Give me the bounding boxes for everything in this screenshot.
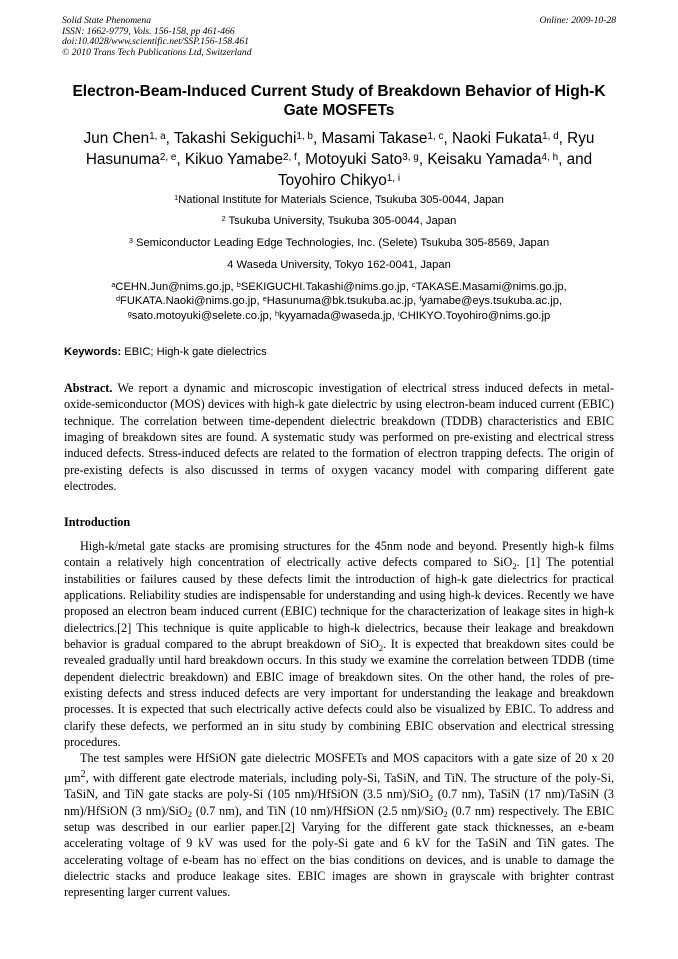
introduction-paragraph-2 <box>64 750 614 900</box>
author-affiliation-sup: 1, a <box>149 131 166 143</box>
author-affiliation-sup: 3, g <box>402 152 419 164</box>
author-affiliation-sup: 1, d <box>542 131 559 143</box>
abstract-text: We report a dynamic and microscopic investigation of electrical stress induced defects in metal-oxide-semiconductor (MOS) devices with high-k gate dielectric by using electron-beam induced current (EBIC) technique. The correlation between time-dependent dielectric breakdown (TDDB) characteristics and EBIC imaging of breakdown sites are found. A systematic study was performed on pre-existing and electrical stress induced defects. Stress-induced defects are related to the formation of electron trapping defects. The origin of pre-existing defects is also discussed in terms of oxygen vacancy model with comparing different gate electrodes. <box>64 381 614 494</box>
subscript: 2 <box>187 809 192 820</box>
email-address: Hasunuma@bk.tsukuba.ac.jp, <box>266 295 420 308</box>
author-name: Toyohiro Chikyo <box>277 172 387 189</box>
email-sup: h <box>274 308 280 318</box>
email-sup: f <box>419 294 422 304</box>
author-affiliation-sup: 1, c <box>427 131 444 143</box>
affiliation-1-text: National Institute for Materials Science, Tsukuba 305-0044, Japan <box>178 194 504 206</box>
email-address: yamabe@eys.tsukuba.ac.jp, <box>421 295 563 308</box>
paragraph-text: (0.7 nm) respectively. The EBIC setup was described in our earlier paper.[2] Varying for the different gate stack thicknesses, an e-beam accelerating voltage of 9 kV was used for the poly-Si gate and 6 kV for the TaSiN and TiN gates. The accelerating voltage of e-beam has no effect on the bias conditions on devices, and is unable to damage the dielectric stacks and produce leakage sites. EBIC images are shown in grayscale with brighter contrast representing larger current values. <box>64 803 614 900</box>
email-address: CEHN.Jun@nims.go.jp, <box>115 281 237 293</box>
journal-name: Solid State Phenomena <box>62 15 151 26</box>
email-sup: g <box>127 308 132 318</box>
paragraph-text: , with different gate electrode materials, including poly-Si, TaSiN, and TiN. The structure of the poly-Si, TaSiN, and TiN gate stacks are poly-Si (105 nm)/HfSiON (3.5 nm)/SiO <box>64 770 614 802</box>
introduction-heading: Introduction <box>64 515 131 529</box>
paper-title: Electron-Beam-Induced Current Study of Breakdown Behavior of High-K Gate MOSFETs <box>72 83 606 119</box>
journal-doi: doi:10.4028/www.scientific.net/SSP.156-158.461 <box>62 36 249 48</box>
paragraph-text: (0.7 nm), TaSiN (17 nm)/TaSiN (3 nm)/HfSiON (3 nm)/SiO <box>64 787 614 818</box>
email-address: CHIKYO.Toyohiro@nims.go.jp <box>399 309 551 322</box>
abstract-label: Abstract. <box>64 381 113 395</box>
author-affiliation-sup: 2, f <box>282 152 297 164</box>
abstract <box>64 380 614 494</box>
email-line <box>62 309 616 323</box>
email-line <box>62 294 616 308</box>
affiliation-3-sup: 3 <box>128 236 133 246</box>
email-sup: c <box>411 280 416 290</box>
author <box>185 151 297 168</box>
author-affiliation-sup: 1, b <box>296 131 313 143</box>
author-name: Jun Chen <box>83 130 150 147</box>
email-address: FUKATA.Naoki@nims.go.jp, <box>119 295 263 308</box>
journal-issn: ISSN: 1662-9779, Vols. 156-158, pp 461-466 <box>62 25 235 37</box>
email-sup: b <box>236 280 241 290</box>
affiliation-4 <box>62 259 616 272</box>
email-address: SEKIGUCHI.Takashi@nims.go.jp, <box>240 281 412 293</box>
email-sup: i <box>397 308 400 318</box>
keywords-text: EBIC; High-k gate dielectrics <box>121 346 267 358</box>
affiliation-1-sup: 1 <box>174 193 179 203</box>
affiliation-2 <box>62 215 616 228</box>
author-name: Masami Takase <box>321 130 428 147</box>
author-name: Motoyuki Sato <box>305 151 403 168</box>
author-name: Naoki Fukata <box>451 130 543 147</box>
paragraph-text: . [1] The potential instabilities or failures caused by these defects limit the introduction of high-k gate dielectrics for practical applications. Reliability studies are indispensable for understanding and using high-k devices. Recently we have proposed an electron beam induced current (EBIC) technique for the characterization of leakage sites in high-k dielectrics.[2] This technique is quite applicable to high-k dielectrics, because their leakage and breakdown behavior is gradual compared to the abrupt breakdown of SiO <box>64 555 614 652</box>
affiliation-4-text: 4 Waseda University, Tokyo 162-0041, Japan <box>227 259 451 271</box>
paragraph-text: The test samples were HfSiON gate dielectric MOSFETs and MOS capacitors with a gate size of 20 x 20 µm <box>64 751 614 785</box>
email-address: sato.motoyuki@selete.co.jp, <box>131 309 275 322</box>
email-sup: a <box>111 280 116 290</box>
affiliation-3 <box>62 237 616 250</box>
email-line <box>62 280 616 294</box>
author-affiliation-sup: 1, i <box>386 173 401 185</box>
paragraph-text: . It is expected that breakdown sites could be revealed gradually until hard breakdown occurs. In this study we examine the correlation between TDDB (time dependent dielectric breakdown) and EBIC image of breakdown sites. On the other hand, the roles of pre-existing defects and stress induced defects are very important for understanding the leakage and breakdown processes. It is expected that such electrically active defects could also be visualized by EBIC. To address and clarify these defects, we performed an in situ study by combining EBIC observation and electrical stressing procedures. <box>64 637 614 750</box>
subscript: 2 <box>443 809 448 820</box>
email-address: TAKASE.Masami@nims.go.jp, <box>415 281 567 293</box>
author <box>452 130 559 147</box>
affiliation-2-text: Tsukuba University, Tsukuba 305-0044, Japan <box>225 215 457 227</box>
author-list: Jun Chen$^{1, a}$, Takashi Sekiguchi$^{1, b}$, Masami Takase$^{1, c}$, Naoki Fukata$^{1, d}$, Ryu Hasunuma$^{2, e}$, Kikuo Yamabe$^{2, f}$, Motoyuki Sato$^{3, g}$, Keisaku Yamada$^{4, h}$, and Toyohiro Chikyo$^{1, i}$ <box>83 130 595 189</box>
keywords <box>64 346 267 359</box>
subscript: 2 <box>512 560 517 571</box>
author-name: Takashi Sekiguchi <box>173 130 297 147</box>
email-list <box>62 280 616 323</box>
journal-header <box>62 16 616 58</box>
affiliation-1 <box>62 194 616 207</box>
keywords-label: Keywords: <box>64 346 122 358</box>
author-name: Keisaku Yamada <box>427 151 542 168</box>
author <box>278 172 400 189</box>
paragraph-text: (0.7 nm), and TiN (10 nm)/HfSiON (2.5 nm)/SiO <box>191 803 444 818</box>
author-name: Kikuo Yamabe <box>184 151 283 168</box>
email-sup: d <box>115 294 120 304</box>
email-address: kyyamada@waseda.jp, <box>279 309 398 322</box>
author-affiliation-sup: 4, h <box>541 152 559 164</box>
affiliation-2-sup: 2 <box>221 214 226 224</box>
subscript: 2 <box>428 792 434 803</box>
author <box>305 151 419 168</box>
author-affiliation-sup: 2, e <box>159 152 177 164</box>
online-date: Online: 2009-10-28 <box>539 15 616 26</box>
email-sup: e <box>262 294 267 304</box>
introduction-body <box>64 538 614 901</box>
author-name: Ryu Hasunuma <box>85 130 595 168</box>
author <box>427 151 558 168</box>
superscript: 2 <box>80 768 86 780</box>
author <box>174 130 313 147</box>
affiliation-3-text: Semiconductor Leading Edge Technologies, Inc. (Selete) Tsukuba 305-8569, Japan <box>132 237 550 249</box>
author <box>321 130 443 147</box>
introduction-paragraph-1 <box>64 538 614 750</box>
subscript: 2 <box>378 642 384 653</box>
paragraph-text: High-k/metal gate stacks are promising structures for the 45nm node and beyond. Presently high-k films contain a relatively high concentration of electrically active defects compared to SiO <box>64 539 614 570</box>
journal-copyright: © 2010 Trans Tech Publications Ltd, Switzerland <box>62 46 252 58</box>
author <box>84 130 166 147</box>
